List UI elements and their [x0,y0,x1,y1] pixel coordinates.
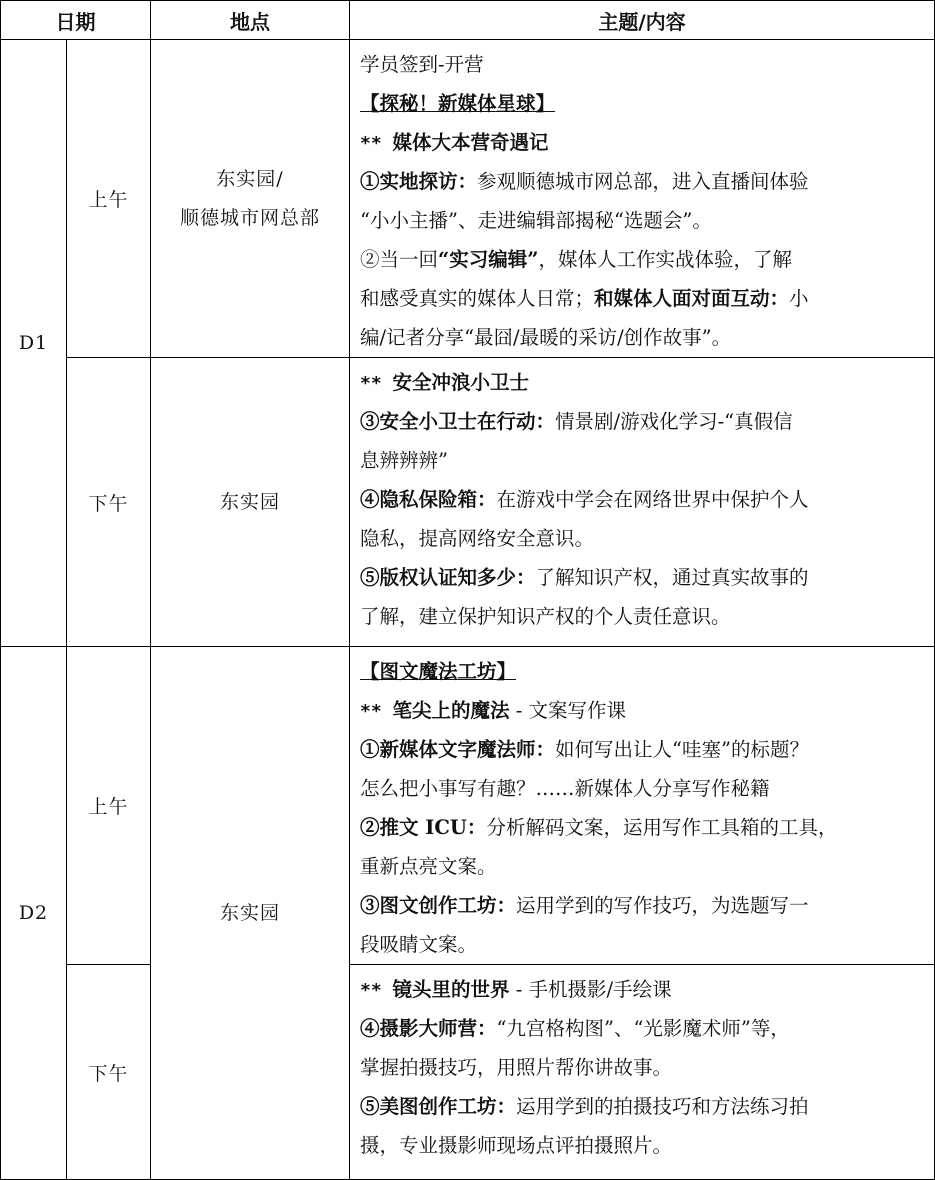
content-text: 在游戏中学会在网络世界中保护个人 [496,488,809,511]
content-text: - 文案写作课 [509,699,627,722]
content-line [360,847,926,886]
content-text: ③图文创作工坊： [360,894,517,917]
content-line [360,1126,926,1165]
star-marker: ** [360,980,393,1001]
content-text: ③安全小卫士在行动： [360,410,556,433]
content-text: - 手机摄影/手绘课 [509,978,672,1001]
header-row [1,1,935,40]
content-line [360,318,926,357]
location-cell [151,358,350,647]
star-marker: ** [360,701,393,722]
content-line [360,769,926,808]
content-text: ①新媒体文字魔法师： [360,738,556,761]
content-line [360,970,926,1009]
content-text: 和媒体人面对面互动： [594,287,790,310]
content-line [360,519,926,558]
content-line [360,691,926,730]
content-text: 【探秘！新媒体星球】 [360,92,556,115]
content-line [360,1087,926,1126]
content-line [360,1048,926,1087]
header-location: 地点 [151,1,350,40]
period-cell: 下午 [67,965,151,1180]
content-text: 媒体大本营奇遇记 [392,131,549,154]
period-cell: 下午 [67,358,151,647]
location-line: 东实园 [219,901,280,924]
location-line: 东实园 [219,490,280,513]
content-text: ②当一回 [360,248,439,271]
content-line [360,886,926,925]
content-text: 学员签到-开营 [360,53,484,76]
content-text: 摄，专业摄影师现场点评拍摄照片。 [360,1134,673,1157]
content-text: ④摄影大师营： [360,1017,497,1040]
location-line: 东实园/ [216,167,284,190]
content-line [360,597,926,636]
content-text: “小小主播”、走进编辑部揭秘“选题会”。 [360,209,712,232]
content-text: 笔尖上的魔法 [392,699,510,722]
content-text: “九宫格构图”、“光影魔术师”等， [496,1017,790,1040]
header-date: 日期 [1,1,151,40]
content-line [360,363,926,402]
content-line [360,279,926,318]
location-cell [151,647,350,1180]
content-line [360,84,926,123]
star-marker: ** [360,133,393,154]
content-cell [350,358,935,647]
content-text: 了解，建立保护知识产权的个人责任意识。 [360,605,731,628]
content-line [360,441,926,480]
content-text: 情景剧/游戏化学习-“真假信 [555,410,793,433]
period-cell: 上午 [67,40,151,358]
content-text: ②推文 ICU： [360,816,487,839]
content-text: ，媒体人工作实战体验，了解 [538,248,792,271]
content-line [360,558,926,597]
content-text: 段吸睛文案。 [360,933,478,956]
location-line: 顺德城市网总部 [179,206,320,229]
content-line [360,123,926,162]
day-cell: D1 [1,40,67,647]
content-cell [350,965,935,1180]
d2-pm-row [1,965,935,1180]
content-line [360,201,926,240]
content-line [360,402,926,441]
content-text: 掌握拍摄技巧，用照片帮你讲故事。 [360,1056,673,1079]
content-text: 运用学到的拍摄技巧和方法练习拍 [516,1095,809,1118]
d1-pm-row [1,358,935,647]
content-text: 分析解码文案，运用写作工具箱的工具， [486,816,838,839]
content-line [360,1009,926,1048]
content-text: ⑤美图创作工坊： [360,1095,517,1118]
content-text: 了解知识产权，通过真实故事的 [535,566,809,589]
content-text: 隐私，提高网络安全意识。 [360,527,595,550]
content-cell [350,40,935,358]
content-text: “实习编辑” [438,248,539,271]
content-line [360,240,926,279]
header-topic: 主题/内容 [350,1,935,40]
location-cell [151,40,350,358]
day-cell: D2 [1,647,67,1180]
content-text: 镜头里的世界 [392,978,510,1001]
content-text: 编/记者分享“最囧/最暖的采访/创作故事”。 [360,326,732,349]
period-cell: 上午 [67,647,151,965]
content-cell [350,647,935,965]
content-line [360,925,926,964]
d2-am-row [1,647,935,965]
content-line [360,730,926,769]
content-text: 【图文魔法工坊】 [360,660,517,683]
content-text: ④隐私保险箱： [360,488,497,511]
content-text: 参观顺德城市网总部，进入直播间体验 [477,170,809,193]
content-line [360,162,926,201]
content-text: ⑤版权认证知多少： [360,566,536,589]
star-marker: ** [360,373,393,394]
content-text: 和感受真实的媒体人日常； [360,287,595,310]
content-text: ①实地探访： [360,170,478,193]
content-line [360,45,926,84]
d1-am-row [1,40,935,358]
content-text: 息辨辨辨” [360,449,448,472]
content-line [360,652,926,691]
content-text: 如何写出让人“哇塞”的标题？ [555,738,809,761]
content-text: 安全冲浪小卫士 [392,371,530,394]
content-text: 重新点亮文案。 [360,855,497,878]
content-line [360,480,926,519]
content-text: 小 [789,287,809,310]
content-text: 运用学到的写作技巧，为选题写一 [516,894,809,917]
content-line [360,808,926,847]
content-text: 怎么把小事写有趣？……新媒体人分享写作秘籍 [360,777,770,800]
